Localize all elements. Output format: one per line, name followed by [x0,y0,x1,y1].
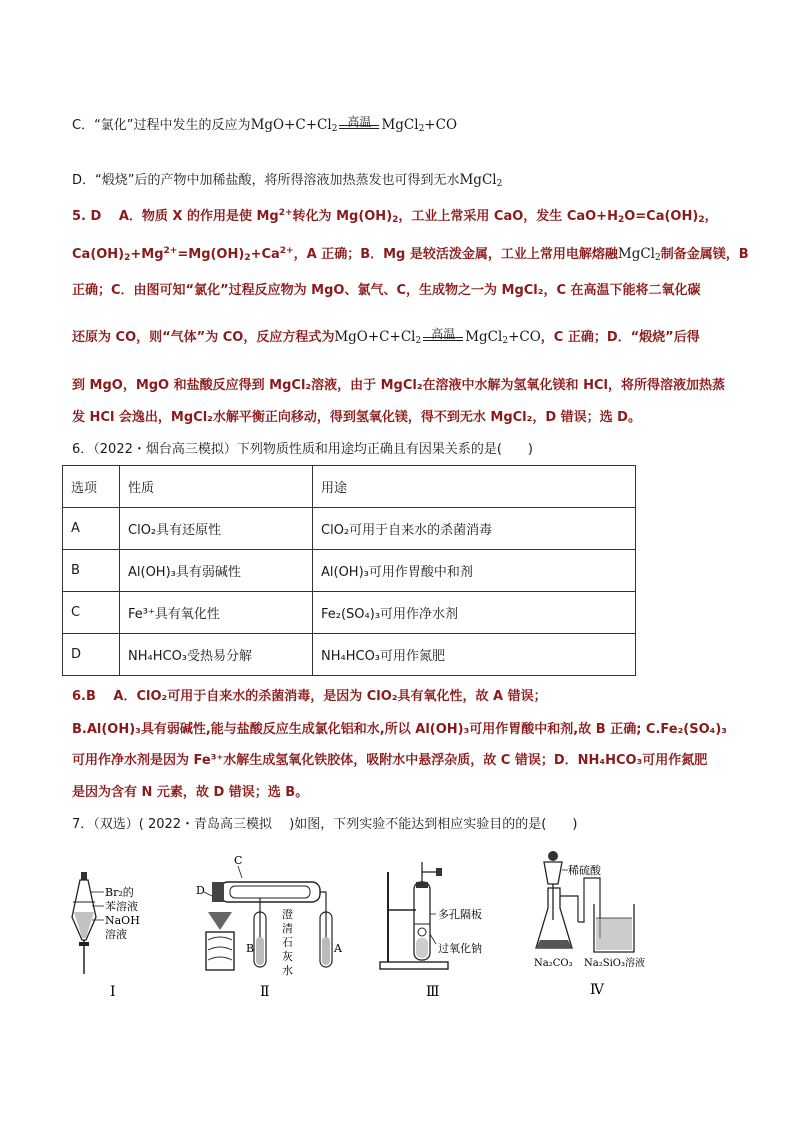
t: MgO+C+Cl [334,329,416,345]
t: +CO [508,329,541,345]
fig4-label-na2sio3: Na₂SiO₃溶液 [584,958,645,969]
fig1-label-benzene: 苯溶液 [105,900,138,913]
table-cell: Fe³⁺具有氧化性 [120,592,313,634]
table-cell: NH₄HCO₃受热易分解 [120,634,313,676]
fig2-label-b: B [246,942,255,955]
fig3-roman-label: Ⅲ [426,984,440,1000]
t: O=Ca(OH) [624,209,699,224]
fig2-label-c: C [234,854,243,867]
fig2-label-w4: 灰 [282,950,293,963]
answer-6-line-2: B.Al(OH)₃具有弱碱性,能与盐酸反应生成氯化铝和水,所以 Al(OH)₃可用作胃酸中和剂,故 B 正确; C.Fe₂(SO₄)₃ [72,722,727,737]
fig1-label-solution: 溶液 [105,928,127,941]
option-c-text: C．“氯化”过程中发生的反应为 [72,118,251,133]
figure-4-flask-beaker [534,848,664,1000]
table-header-row [63,466,636,508]
fig3-label-peroxide: 过氧化钠 [438,942,482,955]
t: 2 [244,253,251,263]
fig1-label-br2: Br₂的 [105,886,134,899]
table-row [63,592,636,634]
fig2-label-w2: 清 [282,922,293,935]
answer-5-line-4 [72,328,700,347]
fig2-label-a: A [334,942,342,955]
t: 2 [124,253,131,263]
answer-5-line-3: 正确；C．由图可知“氯化”过程反应物为 MgO、氯气、C，生成物之一为 MgCl₂，C 在高温下能将二氧化碳 [72,283,701,298]
fig2-label-w5: 水 [282,964,293,977]
t: ，工业上常采用 CaO，发生 CaO+H [398,209,618,224]
answer-5-line-5: 到 MgO，MgO 和盐酸反应得到 MgCl₂溶液，由于 MgCl₂在溶液中水解为氢氧化镁和 HCl，将所得溶液加热蒸 [72,378,725,393]
option-c-reactant: MgO+C+Cl [250,117,332,133]
answer-5-reactants [334,329,421,345]
mgcl2-formula [618,246,661,262]
option-c-product-sub: 2 [418,124,425,134]
answer-6-line-1: 6.B A．ClO₂可用于自来水的杀菌消毒，是因为 ClO₂具有氧化性，故 A 错误； [72,689,547,704]
question-7-stem: 7．（双选）( 2022・青岛高三模拟 )如图，下列实验不能达到相应实验目的的是( ) [72,817,578,832]
t: 2 [392,215,399,225]
table-cell: C [63,592,120,634]
answer-5-line-1 [72,208,718,226]
t: 2 [617,215,625,225]
header-use: 用途 [313,466,636,508]
answer-5-line-6: 发 HCl 会逸出，MgCl₂水解平衡正向移动，得到氢氧化镁，得不到无水 MgCl₂，D 错误；选 D。 [72,410,641,425]
table-cell: Al(OH)₃可用作胃酸中和剂 [313,550,636,592]
table-row [63,508,636,550]
question-6-stem: 6．（2022・烟台高三模拟）下列物质性质和用途均正确且有因果关系的是( ) [72,442,533,457]
answer-5-products [465,329,541,345]
t: 2+ [163,246,178,256]
t: =Mg(OH) [177,247,245,262]
fig4-label-acid: 稀硫酸 [568,864,601,877]
t: 高温 [431,327,456,341]
option-c-products [381,117,457,133]
t: 2 [415,336,422,346]
t: ，C 正确；D．“煅烧”后得 [540,330,700,345]
table-cell: Fe₂(SO₄)₃可用作净水剂 [313,592,636,634]
table-row [63,634,636,676]
fig1-label-naoh: NaOH [105,914,140,927]
fig4-roman-label: Ⅳ [590,982,604,998]
answer-5-line-2 [72,245,749,264]
header-property: 性质 [120,466,313,508]
option-c-reactants [251,117,338,133]
answer-6-line-3: 可用作净水剂是因为 Fe³⁺水解生成氢氧化铁胶体，吸附水中悬浮杂质，故 C 错误；D．NH₄HCO₃可用作氮肥 [72,753,708,768]
t: 还原为 CO，则“气体”为 CO，反应方程式为 [72,330,335,345]
table-cell: ClO₂可用于自来水的杀菌消毒 [313,508,636,550]
fig1-roman-label: Ⅰ [110,984,116,1000]
figure-1-separatory-funnel [70,872,160,1002]
option-c [72,116,457,135]
option-d-formula [459,172,502,188]
fig2-roman-label: Ⅱ [260,984,270,1000]
t: 5. D A．物质 X 的作用是使 Mg [72,209,279,224]
option-c-reactant-sub: 2 [331,124,338,134]
header-option: 选项 [63,466,120,508]
fig4-label-na2co3: Na₂CO₃ [534,958,573,969]
t: 2+ [278,208,293,218]
table-row [63,550,636,592]
options-table [62,465,636,676]
option-c-product-co: +CO [424,117,458,133]
t: ，A 正确；B．Mg 是较活泼金属，工业上常用电解熔融 [293,247,618,262]
table-cell: NH₄HCO₃可用作氮肥 [313,634,636,676]
option-c-product: MgCl [381,117,419,133]
t: 2 [655,253,661,263]
table-cell: ClO₂具有还原性 [120,508,313,550]
t: 制备金属镁，B [660,247,749,262]
table-cell: B [63,550,120,592]
table-cell: A [63,508,120,550]
t: MgCl [465,329,503,345]
t: 2 [698,215,705,225]
fig2-label-w1: 澄 [282,908,293,921]
t: +Mg [130,247,164,262]
fig2-label-d: D [196,884,205,897]
fig3-label-plate: 多孔隔板 [438,908,482,921]
t: 2+ [279,246,294,256]
t: 转化为 Mg(OH) [292,209,393,224]
table-cell: D [63,634,120,676]
t: MgCl [617,246,655,262]
option-d-text: D．“煅烧”后的产物中加稀盐酸，将所得溶液加热蒸发也可得到无水 [72,173,460,188]
option-d-formula-sub: 2 [496,179,503,189]
option-d [72,171,502,190]
option-d-formula-main: MgCl [459,172,497,188]
table-cell: Al(OH)₃具有弱碱性 [120,550,313,592]
t: +Ca [250,247,280,262]
t: Ca(OH) [72,247,125,262]
fig2-label-w3: 石 [282,936,293,949]
figure-3-gas-generator [376,852,506,1002]
option-c-cond-text: 高温 [347,115,372,129]
t: ， [704,209,718,224]
t: 2 [502,336,509,346]
figure-2-heating-apparatus [190,852,340,1002]
answer-6-line-4: 是因为含有 N 元素，故 D 错误；选 B。 [72,785,309,800]
